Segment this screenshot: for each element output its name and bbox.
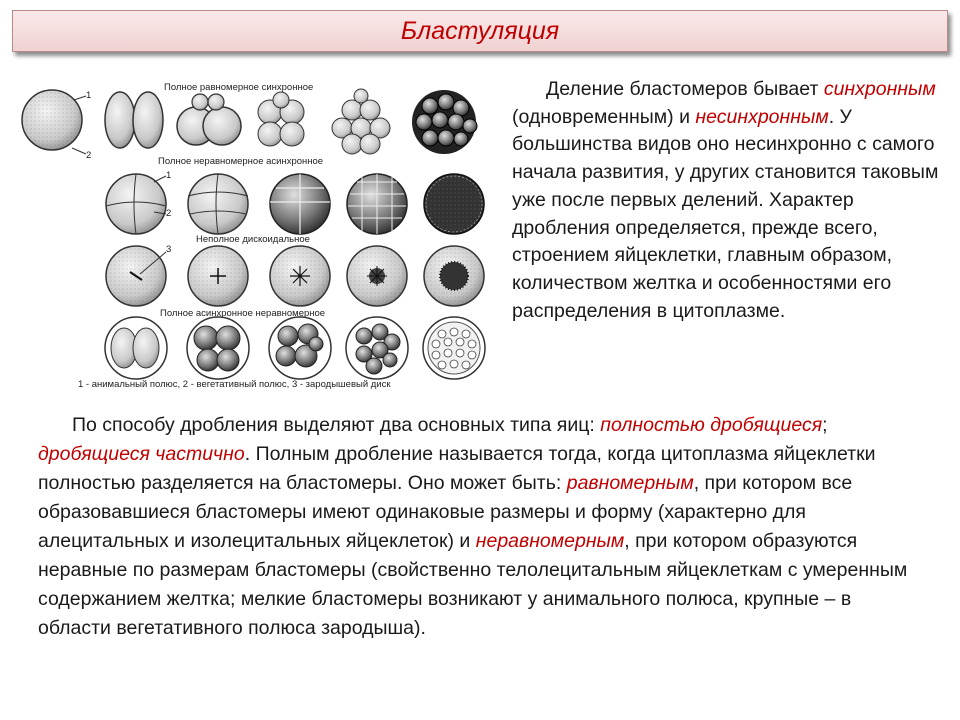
- row4-stage5: [423, 317, 485, 379]
- row3-stage1: [106, 246, 166, 306]
- row1-stage6: [412, 90, 477, 154]
- row1-stage5: [332, 89, 390, 154]
- row3-stage3: [270, 246, 330, 306]
- marker-3: 3: [166, 244, 172, 255]
- marker-2: 2: [86, 150, 92, 161]
- row2-stage1: [106, 174, 166, 234]
- caption-row1: Полное равномерное синхронное: [164, 82, 314, 93]
- caption-row3: Неполное дискоидальное: [196, 234, 310, 245]
- term-partially-cleaving: дробящиеся частично: [38, 443, 245, 465]
- title-bar: [12, 10, 948, 52]
- row4-stage1: [105, 317, 167, 379]
- row1-stage1: [22, 90, 82, 150]
- para2-text-5: , при котором образуются неравные по размерам бластомеры (свойственно телолецитальным яйцеклеткам с умеренным содержанием желтка; мелкие бластомеры возникают у анимального полюса, крупные – в области вегетативного полюса зародыша).: [38, 530, 908, 639]
- marker-2-row2: 2: [166, 208, 172, 219]
- row4-stage3: [269, 317, 331, 379]
- row1-stage4: [258, 92, 304, 146]
- right-text-2: (одновременным) и: [512, 105, 690, 128]
- row2-stage2: [188, 174, 248, 234]
- term-unequal: неравномерным: [475, 530, 625, 552]
- row2-stage3: [270, 174, 330, 234]
- term-synchronous: синхронным: [823, 78, 936, 100]
- marker-1-row2: 1: [166, 170, 172, 181]
- row3-stage4: [347, 246, 407, 306]
- term-asynchronous: несинхронным: [695, 105, 829, 128]
- para2-text-1: По способу дробления выделяют два основных типа яиц:: [72, 414, 595, 436]
- right-text-1: Деление бластомеров бывает: [546, 78, 819, 100]
- bottom-paragraph: [38, 411, 928, 643]
- term-fully-cleaving: полностью дробящиеся: [600, 414, 823, 436]
- para2-text-3: . Полным дробление называется тогда, когда цитоплазма яйцеклетки полностью разделяется на бластомеры. Оно может быть:: [38, 443, 876, 494]
- marker-1: 1: [86, 90, 92, 101]
- right-text-3: . У большинства видов оно несинхронно с самого начала развития, у других становится таковым уже после первых делений. Характер дробления определяется, прежде всего, строением яйцеклетки, главным образом, количеством желтка и особенностями его распределения в цитоплазме.: [512, 105, 939, 322]
- term-equal: равномерным: [566, 472, 694, 494]
- row3-stage2: [188, 246, 248, 306]
- row2-stage5: [424, 174, 484, 234]
- row4-stage2: [187, 317, 249, 379]
- right-paragraph: [512, 76, 942, 325]
- row1-stage3: [177, 94, 241, 145]
- caption-row2: Полное неравномерное асинхронное: [158, 156, 324, 167]
- cleavage-figure: [14, 76, 492, 396]
- figure-legend: 1 - анимальный полюс, 2 - вегетативный полюс, 3 - зародышевый диск: [78, 379, 391, 390]
- caption-row4: Полное асинхронное неравномерное: [160, 308, 326, 319]
- para2-text-2: ;: [822, 414, 828, 436]
- para2-text-4: , при котором все образовавшиеся бластомеры имеют одинаковые размеры и форму (характерно для алецитальных и изолецитальных яйцеклеток) и: [38, 472, 853, 552]
- slide-title: Бластуляция: [400, 16, 560, 45]
- row1-stage2: [105, 92, 163, 148]
- row3-stage5: [424, 246, 484, 306]
- row2-stage4: [347, 174, 407, 234]
- row4-stage4: [346, 317, 408, 379]
